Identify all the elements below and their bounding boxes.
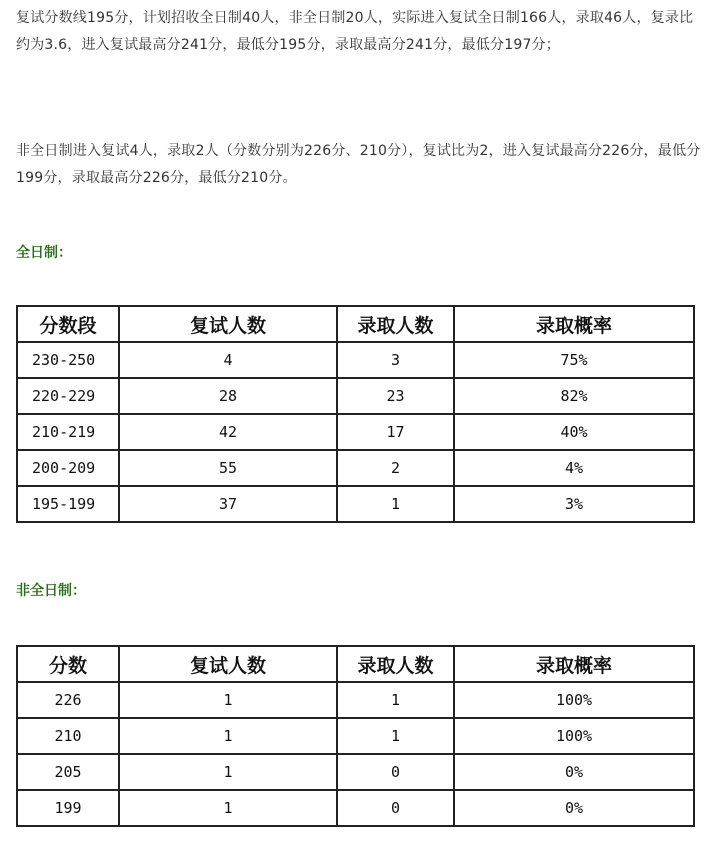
cell-score-range: 200-209 [17,450,119,486]
column-header-admit-rate: 录取概率 [454,646,694,682]
cell-admit-rate: 3% [454,486,694,522]
column-header-admitted: 录取人数 [337,306,454,342]
part-time-heading: 非全日制： [16,583,86,599]
table-row [17,378,694,414]
cell-score: 226 [17,682,119,718]
column-header-score-range: 分数段 [17,306,119,342]
table-row [17,790,694,826]
cell-interviewed: 55 [119,450,337,486]
cell-admit-rate: 0% [454,754,694,790]
cell-score-range: 220-229 [17,378,119,414]
cell-admitted: 1 [337,486,454,522]
part-time-table [16,645,695,827]
cell-interviewed: 42 [119,414,337,450]
cell-score: 205 [17,754,119,790]
table-row [17,450,694,486]
cell-admitted: 0 [337,790,454,826]
cell-interviewed: 4 [119,342,337,378]
cell-admitted: 2 [337,450,454,486]
cell-admit-rate: 100% [454,682,694,718]
cell-score-range: 195-199 [17,486,119,522]
cell-admitted: 17 [337,414,454,450]
cell-interviewed: 1 [119,718,337,754]
cell-admitted: 1 [337,682,454,718]
cell-score: 199 [17,790,119,826]
table-row [17,718,694,754]
cell-admit-rate: 40% [454,414,694,450]
cell-admit-rate: 82% [454,378,694,414]
cell-admitted: 1 [337,718,454,754]
cell-admit-rate: 100% [454,718,694,754]
table-header-row [17,306,694,342]
table-row [17,342,694,378]
column-header-admitted: 录取人数 [337,646,454,682]
cell-interviewed: 1 [119,682,337,718]
cell-score-range: 230-250 [17,342,119,378]
cell-admitted: 3 [337,342,454,378]
cell-admit-rate: 75% [454,342,694,378]
full-time-table [16,305,695,523]
cell-score-range: 210-219 [17,414,119,450]
cell-admit-rate: 0% [454,790,694,826]
cell-admitted: 23 [337,378,454,414]
table-row [17,414,694,450]
full-time-heading: 全日制： [16,245,72,261]
cell-interviewed: 28 [119,378,337,414]
intro-paragraph-part-time: 非全日制进入复试4人，录取2人（分数分别为226分、210分），复试比为2，进入复试最高分226分，最低分199分，录取最高分226分，最低分210分。 [16,143,701,186]
table-row [17,754,694,790]
column-header-interviewed: 复试人数 [119,306,337,342]
column-header-interviewed: 复试人数 [119,646,337,682]
cell-interviewed: 37 [119,486,337,522]
cell-interviewed: 1 [119,790,337,826]
cell-admit-rate: 4% [454,450,694,486]
intro-paragraph-full-time: 复试分数线195分，计划招收全日制40人，非全日制20人，实际进入复试全日制166人，录取46人，复录比约为3.6，进入复试最高分241分，最低分195分，录取最高分241分，最低分197分； [16,10,694,53]
table-row [17,682,694,718]
table-row [17,486,694,522]
cell-score: 210 [17,718,119,754]
column-header-admit-rate: 录取概率 [454,306,694,342]
table-header-row [17,646,694,682]
cell-interviewed: 1 [119,754,337,790]
cell-admitted: 0 [337,754,454,790]
column-header-score: 分数 [17,646,119,682]
